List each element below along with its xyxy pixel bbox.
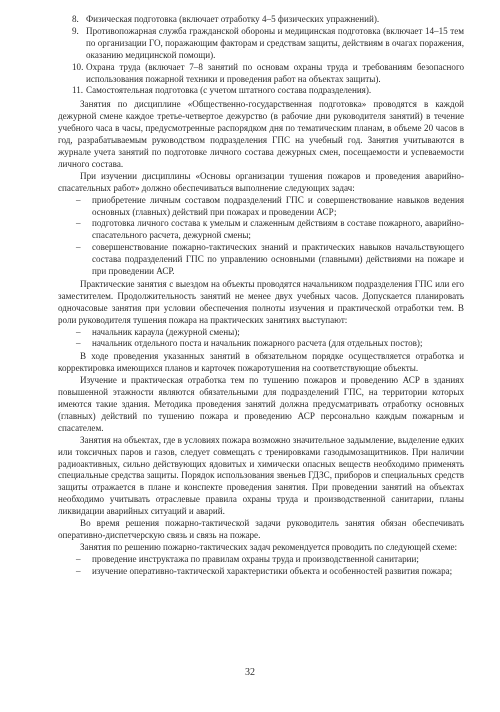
paragraph: Занятия на объектах, где в условиях пожара возможно значительное задымление, выделение едких или токсичных паров и газов, следует совмещать с тренировками газодымозащитников. При наличии радиоактивных, сильно действующих ядовитых и химически опасных веществ необходимо применять специальные средства защиты. Порядок использования звеньев ГДЗС, приборов и специальных средств защиты отражается в плане и конспекте проведения занятия. При проведении занятий на объектах необходимо учитывать отраслевые правила охраны труда и производственной санитарии, планы ликвидации аварийных ситуаций и аварий. xyxy=(58,434,464,517)
list-item-text: приобретение личным составом подразделений ГПС и совершенствование навыков ведения основных (главных) действий при пожарах и проведении АСР; xyxy=(92,194,464,217)
list-item xyxy=(58,338,464,350)
list-item-number: 10. xyxy=(72,61,84,72)
dash-bullet: – xyxy=(76,242,81,253)
list-item xyxy=(58,85,464,97)
page-number: 32 xyxy=(245,667,255,678)
list-item xyxy=(58,554,464,566)
list-item xyxy=(58,195,464,219)
list-item-text: подготовка личного состава к умелым и слаженным действиям в составе пожарного, аварийно-спасательного расчета, дежурной смены; xyxy=(92,218,464,241)
list-item-text: Физическая подготовка (включает отработку 4–5 физических упражнений). xyxy=(86,14,380,24)
list-item-text: Противопожарная служба гражданской обороны и медицинская подготовка (включает 14–15 тем по организации ГО, поражающим факторам и средствам защиты, действиям в очагах поражения, оказанию медицинской помощи). xyxy=(86,25,464,60)
dash-bullet: – xyxy=(76,565,81,576)
paragraph: Во время решения пожарно-тактической задачи руководитель занятия обязан обеспечивать оперативно-диспетчерскую связь и связь на пожаре. xyxy=(58,518,464,540)
paragraph: Занятия по решению пожарно-тактических задач рекомендуется проводить по следующей схеме: xyxy=(80,541,458,552)
list-item xyxy=(58,14,464,26)
list-item-text: начальник караула (дежурной смены); xyxy=(92,326,240,337)
list-item xyxy=(58,566,464,578)
list-item-number: 11. xyxy=(72,85,84,96)
list-item-text: Охрана труда (включает 7–8 занятий по основам охраны труда и требованиям безопасного использования пожарной техники и проведения работ на объектах защиты). xyxy=(86,61,464,84)
list-item-number: 8. xyxy=(72,14,79,24)
list-item xyxy=(58,218,464,242)
list-item-text: проведение инструктажа по правилам охраны труда и производственной санитарии; xyxy=(92,553,419,564)
dash-bullet: – xyxy=(76,326,81,337)
list-item xyxy=(58,327,464,339)
paragraph: Занятия по дисциплине «Общественно-государственная подготовка» проводятся в каждой дежурной смене каждое третье-четвертое дежурство (в рабочие дни руководителя занятий) в течение учебного часа в часы, предусмотренные распорядком дня по тематическим планам, в объеме 20 часов в год, разрабатываемым руководством подразделения ГПС на учебный год. Занятия учитываются в журнале учета занятий по подготовке личного состава дежурных смен, посещаемости и успеваемости личного состава. xyxy=(58,99,464,169)
list-item-text: Самостоятельная подготовка (с учетом штатного состава подразделения). xyxy=(86,85,372,96)
dash-bullet: – xyxy=(76,553,81,564)
paragraph: В ходе проведения указанных занятий в обязательном порядке осуществляется отработка и корректировка имеющихся планов и карточек пожаротушения на соответствующие объекты. xyxy=(58,351,464,374)
dash-bullet: – xyxy=(76,218,81,229)
dash-list xyxy=(58,327,464,351)
dash-bullet: – xyxy=(76,338,81,349)
list-item xyxy=(58,242,464,278)
dash-list xyxy=(58,195,464,278)
list-item xyxy=(58,26,464,62)
list-item-text: изучение оперативно-тактической характеристики объекта и особенностей развития пожара; xyxy=(92,565,453,576)
paragraph: Практические занятия с выездом на объекты проводятся начальником подразделения ГПС или его заместителем. Продолжительность занятий не менее двух учебных часов. Допускается планировать одночасовые занятия при условии обеспечения полноты изучения и практической отработки тем. В роли руководителя тушения пожара на практических занятиях выступают: xyxy=(58,278,464,325)
paragraph: Изучение и практическая отработка тем по тушению пожаров и проведению АСР в зданиях повышенной этажности являются обязательными для подразделений ГПС, на территории которых имеются такие здания. Методика проведения занятий должна предусматривать отработку основных (главных) действий по тушению пожара и проведению АСР персонально каждым пожарным и спасателем. xyxy=(58,375,464,433)
numbered-list xyxy=(58,14,464,97)
paragraph: При изучении дисциплины «Основы организации тушения пожаров и проведения аварийно-спасательных работ» должно обеспечиваться выполнение следующих задач: xyxy=(58,170,464,193)
list-item xyxy=(58,62,464,86)
list-item-number: 9. xyxy=(72,25,79,36)
dash-list xyxy=(58,554,464,578)
list-item-text: совершенствование пожарно-тактических знаний и практических навыков начальствующего состава подразделений ГПС по управлению основными (главными) действиями на пожаре и при проведении АСР. xyxy=(92,242,464,277)
dash-bullet: – xyxy=(76,194,81,205)
list-item-text: начальник отдельного поста и начальник пожарного расчета (для отдельных постов); xyxy=(92,338,423,349)
